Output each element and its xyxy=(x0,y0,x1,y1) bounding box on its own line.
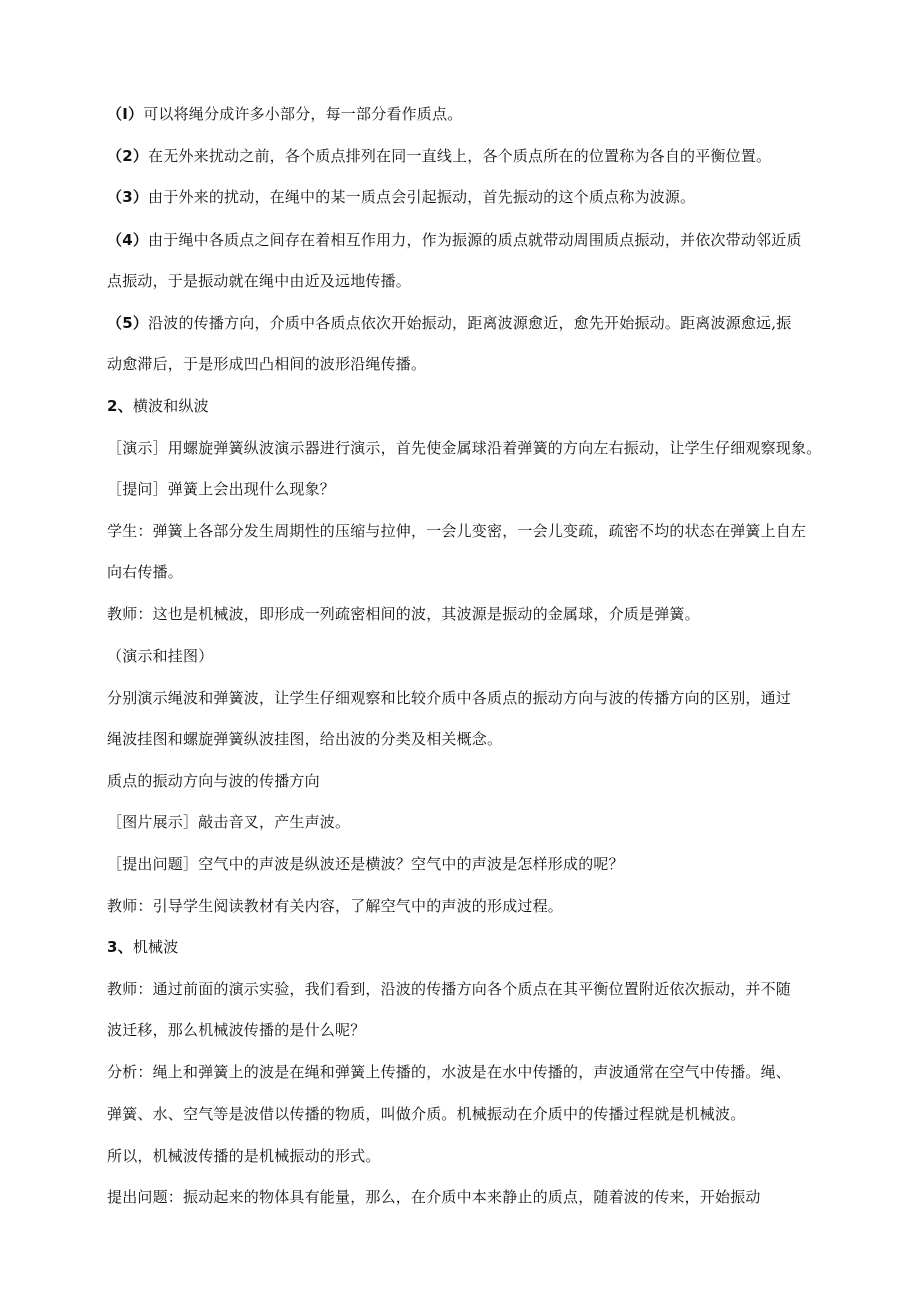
paragraph-text: 教师：引导学生阅读教材有关内容，了解空气中的声波的形成过程。 xyxy=(107,897,564,915)
paragraph-line xyxy=(107,646,213,666)
paragraph-text: 学生：弹簧上各部分发生周期性的压缩与拉伸，一会儿变密，一会儿变疏，疏密不均的状态在弹簧上自左 xyxy=(107,522,807,540)
section-title: 机械波 xyxy=(132,938,179,956)
paragraph-line xyxy=(107,812,350,832)
list-item-4 xyxy=(107,230,802,250)
paragraph-line xyxy=(107,729,502,749)
paragraph-line xyxy=(107,562,183,582)
paragraph-line xyxy=(107,1187,761,1207)
paragraph-text: 沿波的传播方向，介质中各质点依次开始振动，距离波源愈近，愈先开始振动。距离波源愈远,振 xyxy=(148,314,792,332)
paragraph-text: 绳波挂图和螺旋弹簧纵波挂图，给出波的分类及相关概念。 xyxy=(107,730,503,748)
paragraph-text: ［图片展示］敲击音叉，产生声波。 xyxy=(107,813,351,831)
paragraph-line xyxy=(107,354,426,374)
section-number: 3、 xyxy=(107,938,133,956)
paragraph-text: 动愈滞后，于是形成凹凸相间的波形沿绳传播。 xyxy=(107,355,427,373)
paragraph-text: 教师：通过前面的演示实验，我们看到，沿波的传播方向各个质点在其平衡位置附近依次振动，并不随 xyxy=(107,980,792,998)
paragraph-line xyxy=(107,521,806,541)
paragraph-text: ［提出问题］空气中的声波是纵波还是横波？空气中的声波是怎样形成的呢？ xyxy=(107,855,624,873)
paragraph-text: （演示和挂图） xyxy=(107,647,214,665)
paragraph-line xyxy=(107,979,791,999)
paragraph-line xyxy=(107,271,411,291)
paragraph-text: 可以将绳分成许多小部分，每一部分看作质点。 xyxy=(143,105,463,123)
list-number: （4） xyxy=(107,231,149,249)
section-heading xyxy=(107,396,209,416)
paragraph-text: 向右传播。 xyxy=(107,563,184,581)
paragraph-line xyxy=(107,1020,365,1040)
paragraph-text: 所以，机械波传播的是机械振动的形式。 xyxy=(107,1147,381,1165)
section-title: 横波和纵波 xyxy=(132,397,209,415)
paragraph-text: 分析：绳上和弹簧上的波是在绳和弹簧上传播的，水波是在水中传播的，声波通常在空气中传播。绳、 xyxy=(107,1063,792,1081)
paragraph-text: 质点的振动方向与波的传播方向 xyxy=(107,772,320,790)
list-item-5 xyxy=(107,313,791,333)
list-number: （I） xyxy=(107,105,144,123)
paragraph-text: 教师：这也是机械波，即形成一列疏密相间的波，其波源是振动的金属球，介质是弹簧。 xyxy=(107,605,700,623)
paragraph-line xyxy=(107,1146,381,1166)
list-item-3 xyxy=(107,187,695,207)
list-item-2 xyxy=(107,146,771,166)
paragraph-text: 提出问题：振动起来的物体具有能量，那么，在介质中本来静止的质点，随着波的传来，开始振动 xyxy=(107,1188,761,1206)
paragraph-text: 在无外来扰动之前，各个质点排列在同一直线上，各个质点所在的位置称为各自的平衡位置。 xyxy=(148,147,772,165)
paragraph-text: 弹簧、水、空气等是波借以传播的物质，叫做介质。机械振动在介质中的传播过程就是机械波。 xyxy=(107,1105,746,1123)
paragraph-text: 波迁移，那么机械波传播的是什么呢？ xyxy=(107,1021,366,1039)
paragraph-line xyxy=(107,479,335,499)
paragraph-text: 由于绳中各质点之间存在着相互作用力，作为振源的质点就带动周围质点振动，并依次带动邻近质 xyxy=(148,231,802,249)
paragraph-text: 点振动，于是振动就在绳中由近及远地传播。 xyxy=(107,272,412,290)
paragraph-text: 由于外来的扰动，在绳中的某一质点会引起振动，首先振动的这个质点称为波源。 xyxy=(148,188,696,206)
paragraph-text: ［提问］弹簧上会出现什么现象？ xyxy=(107,480,336,498)
paragraph-line xyxy=(107,604,700,624)
list-number: （5） xyxy=(107,314,149,332)
paragraph-line xyxy=(107,1062,791,1082)
paragraph-line xyxy=(107,896,563,916)
paragraph-line xyxy=(107,438,821,458)
list-number: （3） xyxy=(107,188,149,206)
paragraph-line xyxy=(107,771,320,791)
paragraph-line xyxy=(107,1104,745,1124)
section-number: 2、 xyxy=(107,397,133,415)
section-heading xyxy=(107,937,178,957)
paragraph-text: ［演示］用螺旋弹簧纵波演示器进行演示，首先使金属球沿着弹簧的方向左右振动，让学生仔细观察现象。 xyxy=(107,439,822,457)
list-item-1 xyxy=(107,104,462,124)
list-number: （2） xyxy=(107,147,149,165)
paragraph-line xyxy=(107,688,791,708)
paragraph-text: 分别演示绳波和弹簧波，让学生仔细观察和比较介质中各质点的振动方向与波的传播方向的区别，通过 xyxy=(107,689,792,707)
paragraph-line xyxy=(107,854,624,874)
